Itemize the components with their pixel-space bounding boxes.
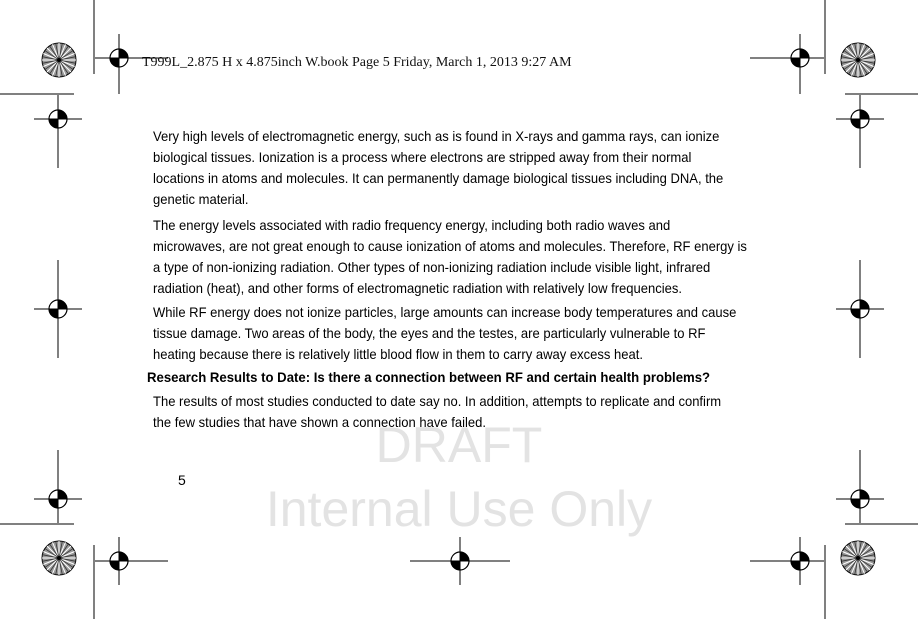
book-header-slug: T999L_2.875 H x 4.875inch W.book Page 5 Friday, March 1, 2013 9:27 AM (142, 55, 572, 70)
text-line: While RF energy does not ionize particles, large amounts can increase body temperatures and cause (153, 304, 737, 320)
text-line: The energy levels associated with radio frequency energy, including both radio waves and (153, 217, 671, 233)
text-line: the few studies that have shown a connection have failed. (153, 414, 486, 430)
paragraph-tissue-damage (153, 302, 748, 365)
paragraph-non-ionizing-energy (153, 215, 748, 299)
internal-use-watermark: Internal Use Only (265, 481, 653, 537)
paragraph-research-results (153, 391, 748, 433)
text-line: Very high levels of electromagnetic energy, such as is found in X-rays and gamma rays, can ionize (153, 128, 720, 144)
text-line: microwaves, are not great enough to cause ionization of atoms and molecules. Therefore, RF energy is (153, 238, 747, 254)
text-line: a type of non-ionizing radiation. Other types of non-ionizing radiation include visible light, infrared (153, 259, 711, 275)
text-line: The results of most studies conducted to date say no. In addition, attempts to replicate and confirm (153, 393, 722, 409)
draft-watermark: DRAFT (375, 417, 543, 473)
text-line: biological tissues. Ionization is a process where electrons are stripped away from their normal (153, 149, 692, 165)
text-line: genetic material. (153, 191, 249, 207)
text-line: locations in atoms and molecules. It can permanently damage biological tissues including DNA, the (153, 170, 724, 186)
text-line: heating because there is relatively little blood flow in them to carry away excess heat. (153, 346, 643, 362)
text-line: radiation (heat), and other forms of electromagnetic radiation with relatively low frequencies. (153, 280, 683, 296)
section-heading: Research Results to Date: Is there a connection between RF and certain health problems? (147, 369, 711, 385)
page-number: 5 (178, 472, 186, 488)
text-line: tissue damage. Two areas of the body, the eyes and the testes, are particularly vulnerable to RF (153, 325, 706, 341)
paragraph-ionizing-energy (153, 126, 748, 210)
